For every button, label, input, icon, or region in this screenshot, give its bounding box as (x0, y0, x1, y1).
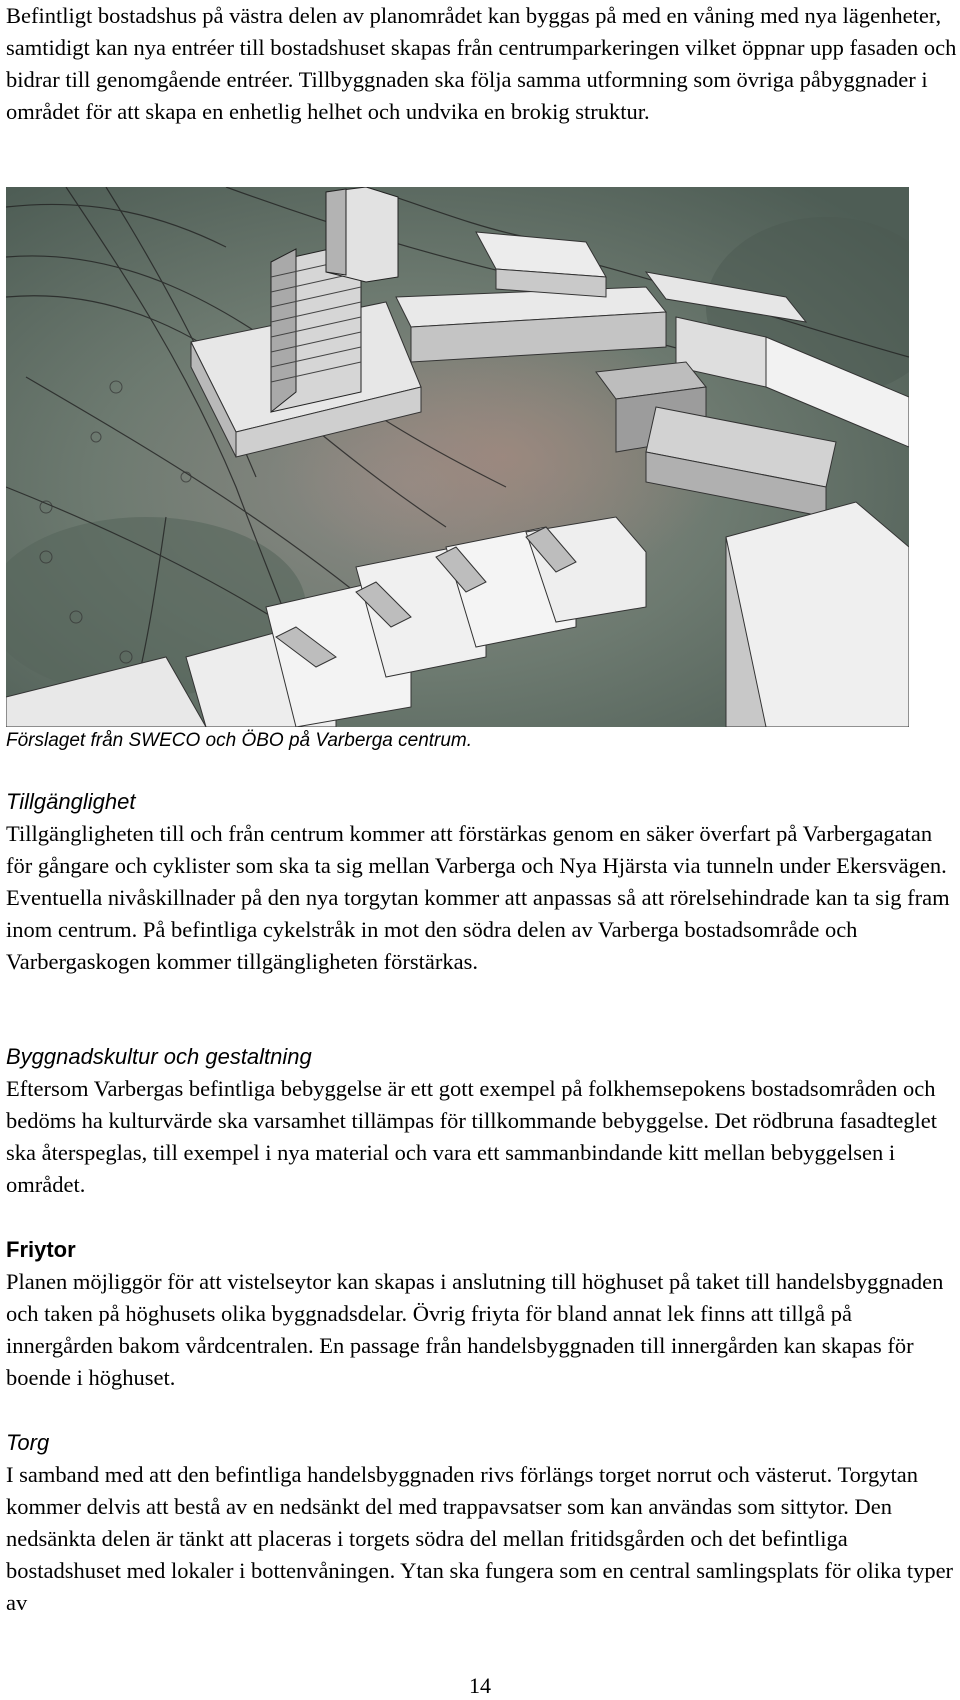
aerial-model-illustration (6, 187, 909, 727)
section-text-square: I samband med att den befintliga handelsbyggnaden rivs förlängs torget norrut och västerut. Torgytan kommer delvis att bestå av en nedsänkt del med trappavsatser som kan användas som sittytor. Den nedsänkta delen är tänkt att placeras i torgets södra del mellan fritidsgården och det befintliga bostadshuset med lokaler i bottenvåningen. Ytan ska fungera som en central samlingsplats för olika typer av (6, 1462, 954, 1615)
section-heading-square: Torg (6, 1430, 50, 1455)
section-text-building-culture: Eftersom Varbergas befintliga bebyggelse är ett gott exempel på folkhemsepokens bostadsområden och bedöms ha kulturvärde ska varsamhet tillämpas för tillkommande bebyggelse. Det rödbruna fasadteglet ska återspeglas, till exempel i nya material och vara ett sammanbindande kitt mellan bebyggelsen i området. (6, 1076, 937, 1197)
section-text-accessibility: Tillgängligheten till och från centrum kommer att förstärkas genom en säker överfart på Varbergagatan för gångare och cyklister som ska ta sig mellan Varberga och Nya Hjärsta via tunneln under Ekersvägen. Eventuella nivåskillnader på den nya torgytan kommer att anpassas så att rörelsehindrade kan ta sig fram inom centrum. På befintliga cykelstråk in mot den södra delen av Varberga bostadsområde och Varbergaskogen kommer tillgängligheten förstärkas. (6, 821, 950, 974)
section-text-open-spaces: Planen möjliggör för att vistelseytor kan skapas i anslutning till höghuset på taket till handelsbyggnaden och taken på höghusets olika byggnadsdelar. Övrig friyta för bland annat lek finns att tillgå på innergården bakom vårdcentralen. En passage från handelsbyggnaden till innergården kan skapas för boende i höghuset. (6, 1269, 944, 1390)
section-heading-accessibility: Tillgänglighet (6, 789, 136, 814)
figure-caption: Förslaget från SWECO och ÖBO på Varberga centrum. (6, 730, 473, 751)
section-heading-building-culture: Byggnadskultur och gestaltning (6, 1044, 312, 1069)
proposal-3d-model-image (6, 187, 909, 727)
intro-paragraph: Befintligt bostadshus på västra delen av planområdet kan byggas på med en våning med nya lägenheter, samtidigt kan nya entréer till bostadshuset skapas från centrumparkeringen vilket öppnar upp fasaden och bidrar till genomgående entréer. Tillbyggnaden ska följa samma utformning som övriga påbyggnader i området för att skapa en enhetlig helhet och undvika en brokig struktur. (6, 3, 957, 124)
page-number: 14 (469, 1673, 491, 1698)
section-heading-open-spaces: Friytor (6, 1237, 76, 1262)
